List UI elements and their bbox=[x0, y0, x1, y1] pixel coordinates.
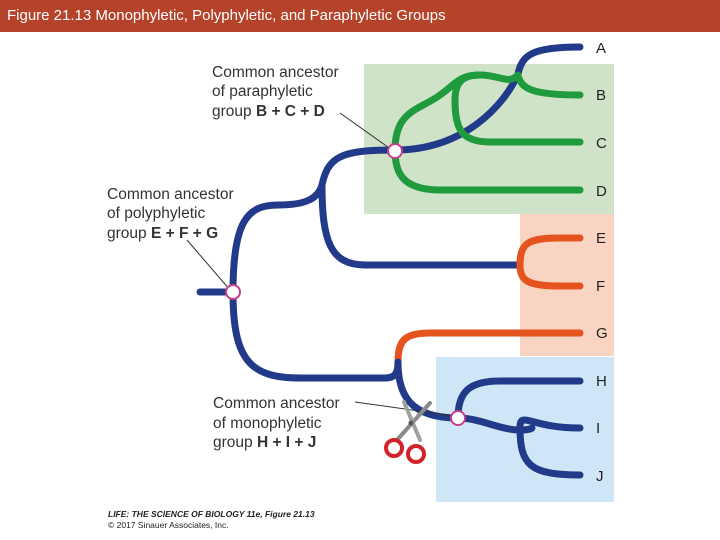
paraphyletic-callout-line1: Common ancestor bbox=[212, 64, 339, 81]
monophyletic-group-members: H + I + J bbox=[256, 434, 317, 451]
source-credit: LIFE: THE SCIENCE OF BIOLOGY 11e, Figure 21.13 bbox=[108, 509, 315, 519]
leaf-label-J: J bbox=[596, 468, 604, 485]
leaf-label-F: F bbox=[596, 278, 606, 295]
monophyletic-callout-line1: Common ancestor bbox=[213, 395, 340, 412]
leaf-label-C: C bbox=[596, 135, 607, 152]
monophyletic-group-prefix: group bbox=[213, 434, 257, 451]
paraphyletic-callout-line3 bbox=[212, 103, 325, 120]
paraphyletic-ancestor-node bbox=[388, 144, 402, 158]
figure-title: Figure 21.13 Monophyletic, Polyphyletic, and Paraphyletic Groups bbox=[7, 7, 446, 24]
paraphyletic-callout bbox=[212, 64, 339, 120]
copyright-notice: © 2017 Sinauer Associates, Inc. bbox=[108, 520, 229, 530]
polyphyletic-group-members: E + F + G bbox=[150, 225, 219, 242]
polyphyletic-ancestor-node bbox=[226, 285, 240, 299]
polyphyletic-callout-line1: Common ancestor bbox=[107, 186, 234, 203]
leaf-label-B: B bbox=[596, 87, 607, 104]
monophyletic-callout-line3 bbox=[213, 434, 316, 451]
monophyletic-callout bbox=[213, 395, 340, 451]
monophyletic-ancestor-node bbox=[451, 411, 465, 425]
leaf-label-H: H bbox=[596, 373, 607, 390]
leaf-label-E: E bbox=[596, 230, 607, 247]
monophyletic-callout-line2: of monophyletic bbox=[213, 415, 322, 432]
polyphyletic-group-prefix: group bbox=[107, 225, 151, 242]
branch-root-to-GHIJ bbox=[233, 292, 398, 378]
leaf-label-I: I bbox=[596, 420, 601, 437]
paraphyletic-callout-line2: of paraphyletic bbox=[212, 83, 313, 100]
paraphyletic-group-members: B + C + D bbox=[255, 103, 325, 120]
polyphyletic-callout-line2: of polyphyletic bbox=[107, 205, 206, 222]
polyphyletic-leader-line bbox=[187, 240, 230, 290]
scissors-icon bbox=[386, 402, 430, 462]
polyphyletic-callout bbox=[107, 186, 234, 242]
leaf-label-D: D bbox=[596, 183, 607, 200]
paraphyletic-group-prefix: group bbox=[212, 103, 256, 120]
leaf-label-G: G bbox=[596, 325, 608, 342]
leaf-label-A: A bbox=[596, 40, 607, 57]
polyphyletic-callout-line3 bbox=[107, 225, 218, 242]
